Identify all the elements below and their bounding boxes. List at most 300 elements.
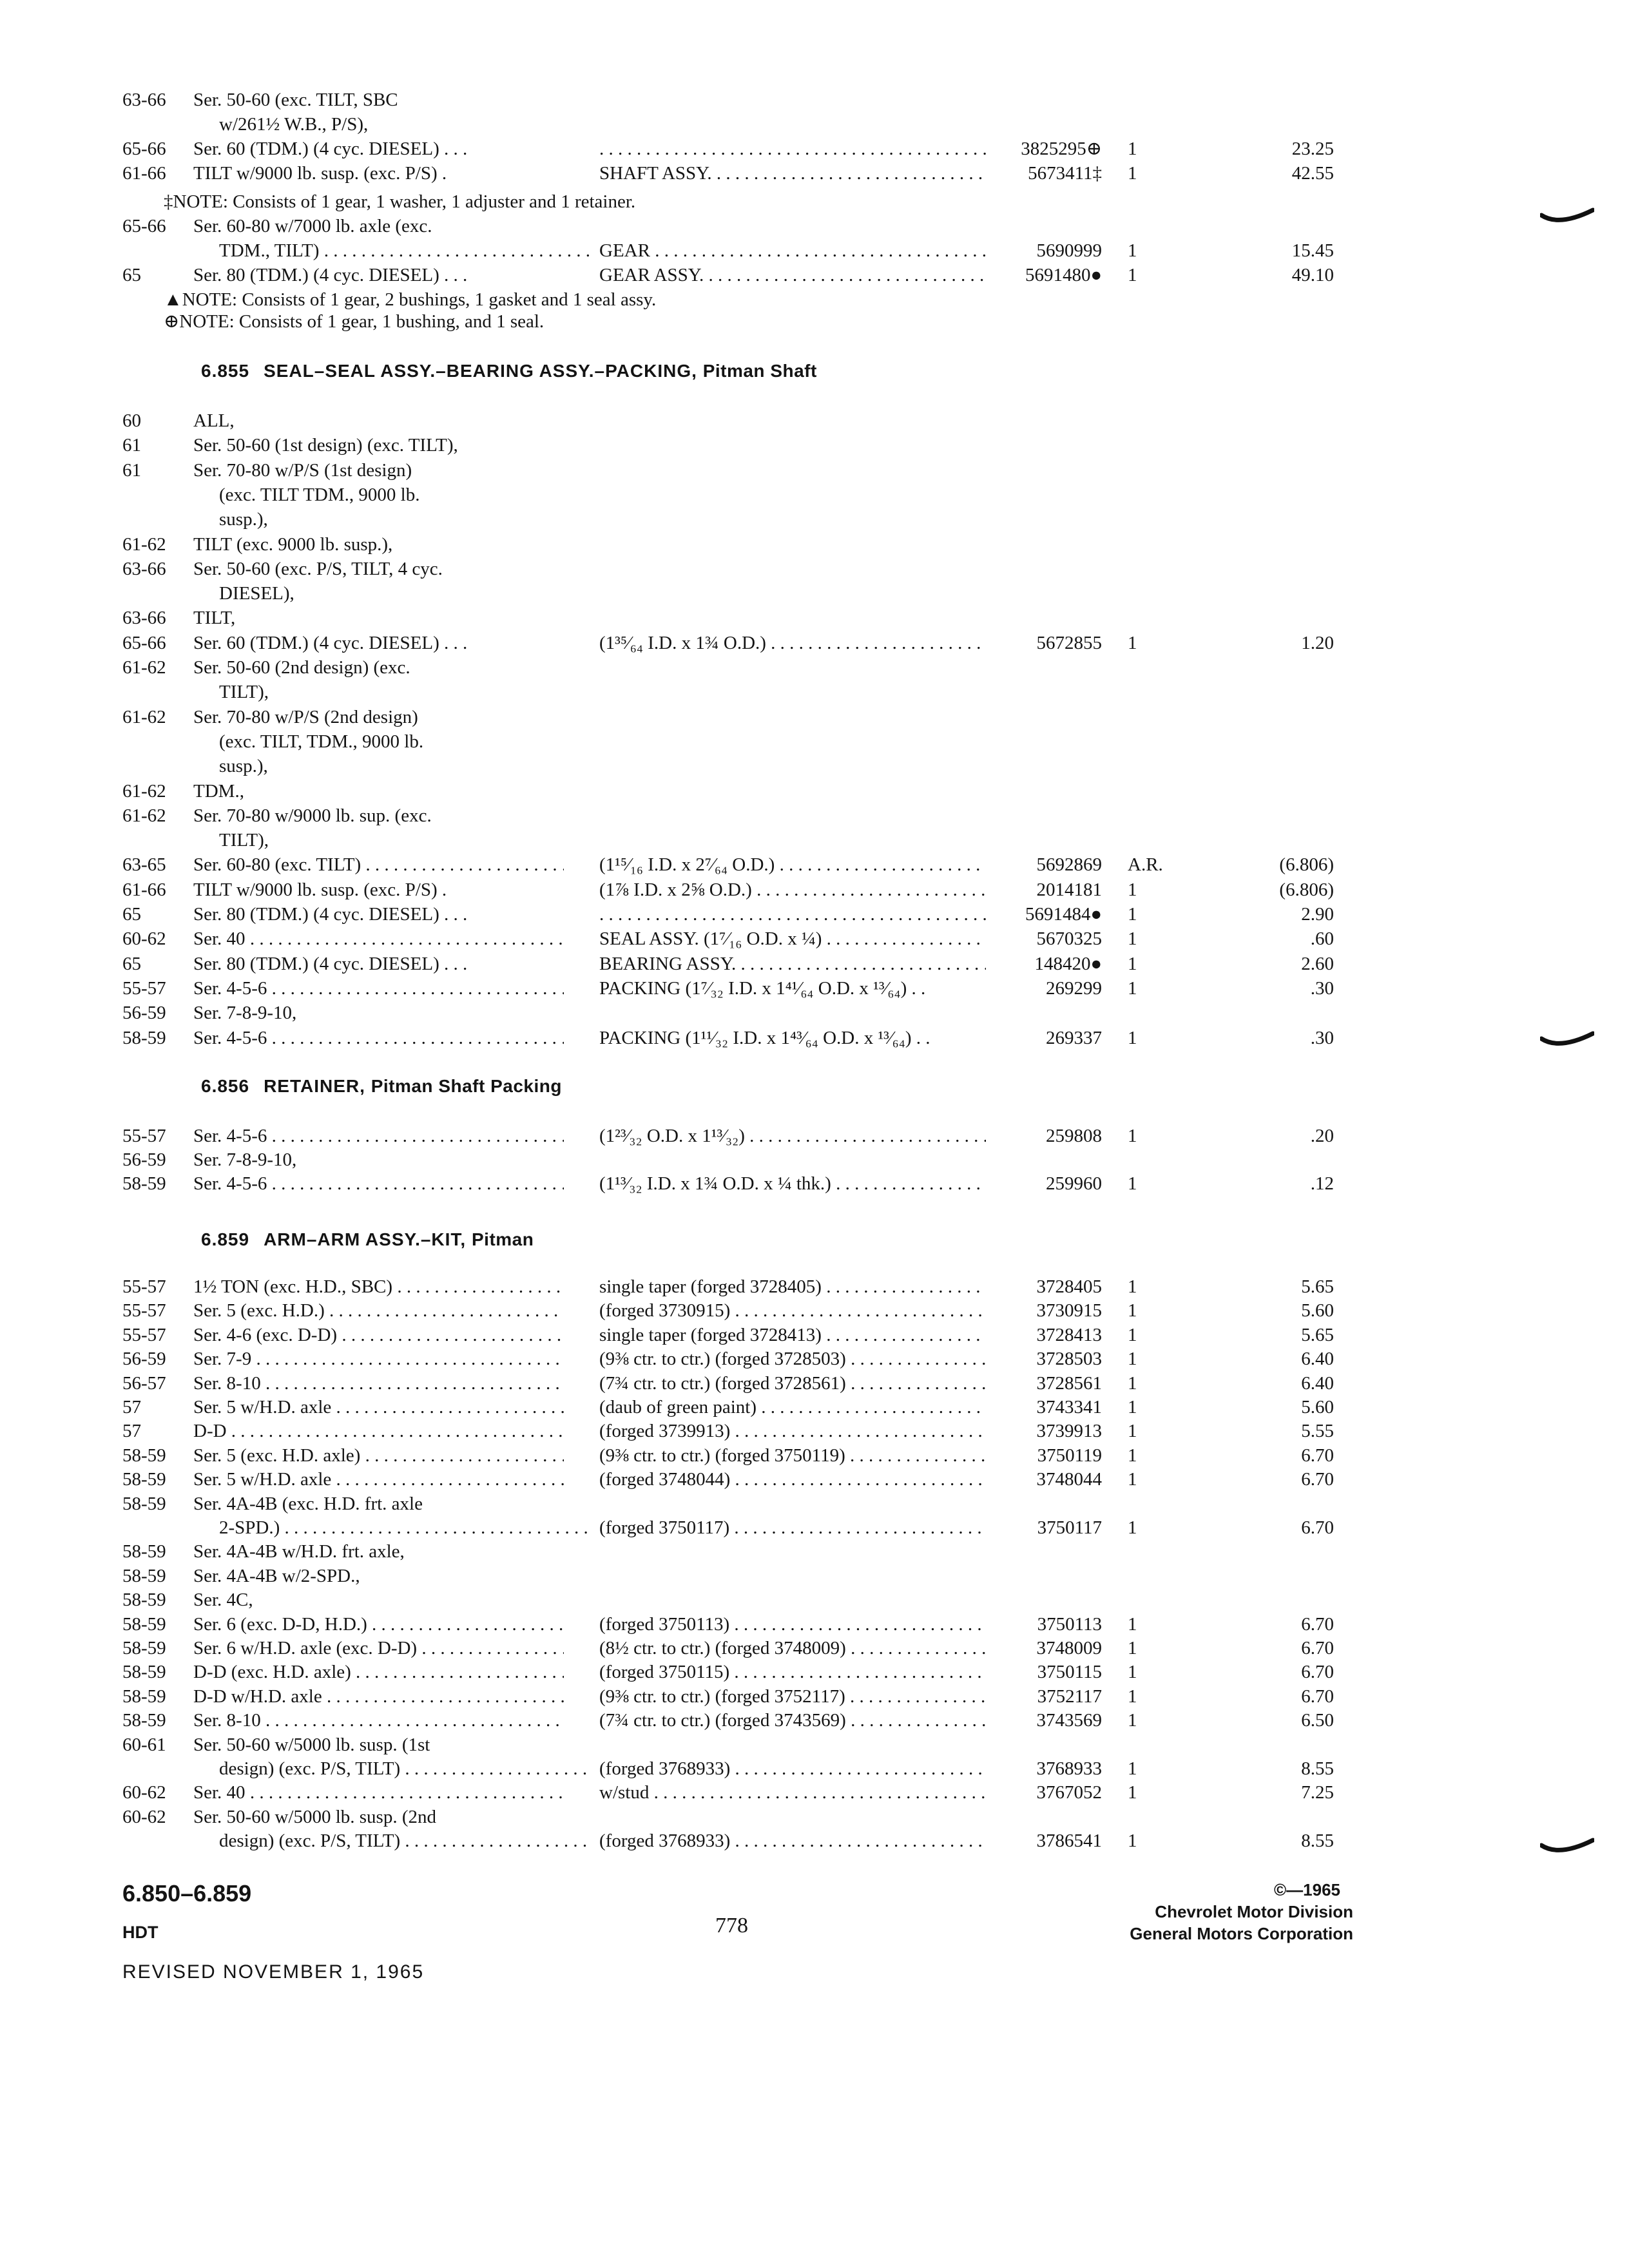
note-shaft-assy: ‡NOTE: Consists of 1 gear, 1 washer, 1 adjuster and 1 retainer. bbox=[164, 191, 636, 212]
table-row bbox=[122, 927, 1347, 951]
year-cell: 63-66 bbox=[122, 90, 166, 110]
application-cell: Ser. 4-5-6 . . . bbox=[193, 1124, 564, 1148]
part-number-cell: 3730915 bbox=[1036, 1300, 1102, 1321]
application-cell: design) (exc. P/S, TILT) . . . bbox=[219, 1829, 590, 1853]
application-cell: 2-SPD.) . . . bbox=[219, 1515, 590, 1540]
price-cell: 5.55 bbox=[1301, 1421, 1334, 1442]
table-row bbox=[122, 878, 1347, 902]
table-row bbox=[122, 1829, 1347, 1853]
table-row bbox=[122, 1419, 1347, 1443]
part-number-cell: 3750115 bbox=[1037, 1662, 1102, 1683]
application-cell: Ser. 6 (exc. D-D, H.D.) . . . bbox=[193, 1612, 564, 1637]
description-cell: BEARING ASSY. . . . bbox=[599, 952, 986, 976]
quantity-cell: 1 bbox=[1128, 240, 1137, 261]
table-row bbox=[122, 606, 1347, 630]
year-cell: 58-59 bbox=[122, 1027, 166, 1048]
year-cell: 57 bbox=[122, 1421, 141, 1442]
application-cell: Ser. 40 . . . bbox=[193, 1780, 564, 1805]
year-cell: 63-65 bbox=[122, 854, 166, 876]
year-cell: 61-62 bbox=[122, 780, 166, 802]
application-cell: Ser. 80 (TDM.) (4 cyc. DIESEL) . . . bbox=[193, 265, 468, 285]
section-number: 6.855 bbox=[201, 361, 250, 381]
description-cell: single taper (forged 3728413) . . . bbox=[599, 1323, 986, 1347]
table-row bbox=[122, 1467, 1347, 1492]
description-cell: (7¾ ctr. to ctr.) (forged 3728561) . . . bbox=[599, 1371, 986, 1396]
price-cell: 6.70 bbox=[1301, 1445, 1334, 1466]
part-number-cell: 3728561 bbox=[1036, 1372, 1102, 1394]
price-cell: 2.90 bbox=[1301, 904, 1334, 925]
table-row bbox=[122, 161, 1347, 186]
part-number-cell: 5670325 bbox=[1036, 928, 1102, 950]
price-cell: 6.70 bbox=[1301, 1662, 1334, 1683]
application-cell: Ser. 4A-4B (exc. H.D. frt. axle bbox=[193, 1493, 423, 1514]
table-row bbox=[122, 458, 1347, 483]
application-cell: w/261½ W.B., P/S), bbox=[219, 114, 369, 135]
description-cell: (forged 3739913) . . . bbox=[599, 1419, 986, 1443]
price-cell: 23.25 bbox=[1291, 139, 1334, 159]
description-cell: (forged 3748044) . . . bbox=[599, 1467, 986, 1492]
price-cell: 2.60 bbox=[1301, 953, 1334, 974]
year-cell: 55-57 bbox=[122, 1276, 166, 1297]
part-number-cell: 3748044 bbox=[1036, 1469, 1102, 1490]
application-cell: TDM., bbox=[193, 780, 244, 802]
price-cell: 5.60 bbox=[1301, 1397, 1334, 1418]
quantity-cell: 1 bbox=[1128, 139, 1137, 159]
table-row bbox=[122, 1588, 1347, 1612]
description-cell: (9⅜ ctr. to ctr.) (forged 3728503) . . . bbox=[599, 1347, 986, 1371]
part-number-cell: 5690999 bbox=[1036, 240, 1102, 261]
section-number: 6.856 bbox=[201, 1076, 250, 1096]
description-cell: (forged 3730915) . . . bbox=[599, 1298, 986, 1323]
table-row bbox=[122, 779, 1347, 803]
table-row bbox=[122, 1660, 1347, 1684]
part-number-cell: 3748009 bbox=[1036, 1638, 1102, 1658]
year-cell: 65 bbox=[122, 953, 141, 974]
price-cell: 5.65 bbox=[1301, 1324, 1334, 1345]
year-cell: 58-59 bbox=[122, 1469, 166, 1490]
description-cell bbox=[599, 902, 986, 927]
table-row bbox=[122, 1323, 1347, 1347]
section-subtitle: Pitman Shaft Packing bbox=[371, 1076, 562, 1096]
application-cell: Ser. 5 w/H.D. axle . . . bbox=[193, 1395, 564, 1419]
application-cell: Ser. 40 . . . bbox=[193, 927, 564, 951]
quantity-cell: 1 bbox=[1128, 1758, 1137, 1779]
table-row bbox=[122, 852, 1347, 877]
price-cell: 6.70 bbox=[1301, 1638, 1334, 1658]
quantity-cell: 1 bbox=[1128, 977, 1137, 999]
year-cell: 56-59 bbox=[122, 1003, 166, 1024]
table-row bbox=[122, 828, 1347, 852]
margin-tick-mark bbox=[1540, 1838, 1594, 1856]
table-row bbox=[122, 483, 1347, 507]
part-number-cell: 3728413 bbox=[1036, 1324, 1102, 1345]
section-title: SEAL–SEAL ASSY.–BEARING ASSY.–PACKING, bbox=[264, 361, 697, 381]
price-cell: 15.45 bbox=[1291, 240, 1334, 261]
description-cell: w/stud . . . bbox=[599, 1780, 986, 1805]
table-row bbox=[122, 1636, 1347, 1660]
year-cell: 65 bbox=[122, 904, 141, 925]
year-cell: 58-59 bbox=[122, 1686, 166, 1707]
price-cell: 6.40 bbox=[1301, 1349, 1334, 1370]
year-cell: 58-59 bbox=[122, 1710, 166, 1731]
table-row bbox=[122, 1612, 1347, 1637]
description-cell: GEAR ASSY. . . . bbox=[599, 263, 986, 287]
description-cell: (9⅜ ctr. to ctr.) (forged 3752117) . . . bbox=[599, 1684, 986, 1709]
application-cell: Ser. 50-60 w/5000 lb. susp. (2nd bbox=[193, 1806, 436, 1827]
quantity-cell: 1 bbox=[1128, 1126, 1137, 1146]
quantity-cell: 1 bbox=[1128, 1372, 1137, 1394]
year-cell: 55-57 bbox=[122, 1300, 166, 1321]
year-cell: 65-66 bbox=[122, 216, 166, 236]
application-cell: Ser. 60 (TDM.) (4 cyc. DIESEL) . . . bbox=[193, 632, 468, 653]
description-cell: PACKING (1¹¹⁄₃₂ I.D. x 1⁴³⁄₆₄ O.D. x ¹³⁄₆₄) . . bbox=[599, 1027, 930, 1048]
table-row bbox=[122, 433, 1347, 457]
part-number-cell: 5672855 bbox=[1036, 632, 1102, 653]
application-cell: susp.), bbox=[219, 756, 268, 777]
section-subtitle: Pitman Shaft bbox=[702, 361, 817, 381]
application-cell: Ser. 50-60 (exc. TILT, SBC bbox=[193, 90, 398, 110]
description-cell: (forged 3768933) . . . bbox=[599, 1756, 986, 1781]
quantity-cell: 1 bbox=[1128, 1397, 1137, 1418]
footer-section-range: 6.850–6.859 bbox=[122, 1880, 252, 1907]
footer-revised: REVISED NOVEMBER 1, 1965 bbox=[122, 1961, 425, 1983]
table-row bbox=[122, 902, 1347, 927]
application-cell: Ser. 5 (exc. H.D.) . . . bbox=[193, 1298, 564, 1323]
year-cell: 58-59 bbox=[122, 1662, 166, 1683]
table-row bbox=[122, 1148, 1347, 1172]
table-row bbox=[122, 1443, 1347, 1468]
quantity-cell: 1 bbox=[1128, 1445, 1137, 1466]
year-cell: 58-59 bbox=[122, 1590, 166, 1611]
year-cell: 55-57 bbox=[122, 977, 166, 999]
year-cell: 56-57 bbox=[122, 1372, 166, 1394]
application-cell: Ser. 60 (TDM.) (4 cyc. DIESEL) . . . bbox=[193, 139, 468, 159]
application-cell: Ser. 50-60 (2nd design) (exc. bbox=[193, 657, 410, 678]
application-cell: Ser. 8-10 . . . bbox=[193, 1708, 564, 1733]
description-cell: (1¹⁵⁄₁₆ I.D. x 2⁷⁄₆₄ O.D.) . . . bbox=[599, 852, 986, 877]
application-cell: Ser. 6 w/H.D. axle (exc. D-D) . . . bbox=[193, 1636, 564, 1660]
price-cell: 6.70 bbox=[1301, 1469, 1334, 1490]
year-cell: 60-62 bbox=[122, 1782, 166, 1803]
table-row bbox=[122, 1171, 1347, 1196]
part-number-cell: 3768933 bbox=[1036, 1758, 1102, 1779]
part-number-cell: 269337 bbox=[1046, 1027, 1102, 1048]
price-cell: 6.70 bbox=[1301, 1517, 1334, 1538]
application-cell: TDM., TILT) . . . bbox=[219, 238, 590, 263]
section-header-6856 bbox=[201, 1076, 562, 1097]
table-row bbox=[122, 1347, 1347, 1371]
section-number: 6.859 bbox=[201, 1229, 250, 1249]
year-cell: 58-59 bbox=[122, 1613, 166, 1635]
description-cell: (7¾ ctr. to ctr.) (forged 3743569) . . . bbox=[599, 1708, 986, 1733]
table-row bbox=[122, 263, 1347, 287]
part-number-cell: 2014181 bbox=[1036, 879, 1102, 900]
application-cell: Ser. 50-60 (exc. P/S, TILT, 4 cyc. bbox=[193, 558, 443, 579]
description-cell: SEAL ASSY. (1⁷⁄₁₆ O.D. x ¼) . . . bbox=[599, 927, 986, 951]
description-cell: GEAR . . . bbox=[599, 238, 986, 263]
part-number-cell: 3739913 bbox=[1036, 1421, 1102, 1442]
table-row bbox=[122, 1274, 1347, 1299]
application-cell: TILT), bbox=[219, 830, 269, 851]
table-row bbox=[122, 1733, 1347, 1757]
quantity-cell: 1 bbox=[1128, 928, 1137, 950]
quantity-cell: 1 bbox=[1128, 1662, 1137, 1683]
application-cell: Ser. 4-5-6 . . . bbox=[193, 1171, 564, 1196]
year-cell: 55-57 bbox=[122, 1324, 166, 1345]
year-cell: 60 bbox=[122, 410, 141, 431]
year-cell: 60-62 bbox=[122, 928, 166, 950]
quantity-cell: 1 bbox=[1128, 1613, 1137, 1635]
description-cell: single taper (forged 3728405) . . . bbox=[599, 1274, 986, 1299]
application-cell: Ser. 4-5-6 . . . bbox=[193, 1026, 564, 1050]
application-cell: Ser. 5 (exc. H.D. axle) . . . bbox=[193, 1443, 564, 1468]
quantity-cell: 1 bbox=[1128, 1421, 1137, 1442]
section-header-6859 bbox=[201, 1229, 534, 1250]
part-number-cell: 148420● bbox=[1034, 953, 1102, 974]
margin-tick-mark bbox=[1540, 1031, 1594, 1049]
note-gear-assy: ▲NOTE: Consists of 1 gear, 2 bushings, 1 gasket and 1 seal assy. bbox=[164, 289, 657, 310]
price-cell: 5.65 bbox=[1301, 1276, 1334, 1297]
description-cell: (1⅞ I.D. x 2⅝ O.D.) . . . bbox=[599, 878, 986, 902]
year-cell: 60-61 bbox=[122, 1734, 166, 1755]
quantity-cell: 1 bbox=[1128, 632, 1137, 653]
year-cell: 56-59 bbox=[122, 1149, 166, 1170]
application-cell: Ser. 60-80 w/7000 lb. axle (exc. bbox=[193, 216, 432, 236]
table-row bbox=[122, 1539, 1347, 1564]
application-cell: Ser. 4A-4B w/2-SPD., bbox=[193, 1565, 360, 1586]
year-cell: 58-59 bbox=[122, 1493, 166, 1514]
quantity-cell: 1 bbox=[1128, 1782, 1137, 1803]
part-number-cell: 5673411‡ bbox=[1028, 163, 1102, 184]
part-number-cell: 3743341 bbox=[1036, 1397, 1102, 1418]
table-row bbox=[122, 557, 1347, 581]
table-row bbox=[122, 507, 1347, 532]
application-cell: ALL, bbox=[193, 410, 235, 431]
table-row bbox=[122, 1780, 1347, 1805]
quantity-cell: 1 bbox=[1128, 1831, 1137, 1852]
table-row bbox=[122, 729, 1347, 754]
year-cell: 65-66 bbox=[122, 632, 166, 653]
part-number-cell: 5692869 bbox=[1036, 854, 1102, 876]
table-row bbox=[122, 581, 1347, 606]
part-number-cell: 3750113 bbox=[1037, 1613, 1102, 1635]
year-cell: 58-59 bbox=[122, 1541, 166, 1562]
quantity-cell: 1 bbox=[1128, 1027, 1137, 1048]
quantity-cell: 1 bbox=[1128, 1638, 1137, 1658]
part-number-cell: 3825295⊕ bbox=[1021, 139, 1102, 159]
footer-series: HDT bbox=[122, 1923, 159, 1942]
table-row bbox=[122, 1708, 1347, 1733]
price-cell: (6.806) bbox=[1279, 879, 1334, 900]
application-cell: TILT), bbox=[219, 682, 269, 703]
quantity-cell: 1 bbox=[1128, 1276, 1137, 1297]
table-row bbox=[122, 976, 1347, 1001]
price-cell: 1.20 bbox=[1301, 632, 1334, 653]
description-cell: (1²³⁄₃₂ O.D. x 1¹³⁄₃₂) . . . bbox=[599, 1124, 986, 1148]
note-gear: ⊕NOTE: Consists of 1 gear, 1 bushing, and 1 seal. bbox=[164, 311, 545, 332]
price-cell: 8.55 bbox=[1301, 1758, 1334, 1779]
part-number-cell: 3752117 bbox=[1037, 1686, 1102, 1707]
price-cell: 49.10 bbox=[1291, 265, 1334, 285]
quantity-cell: 1 bbox=[1128, 1324, 1137, 1345]
part-number-cell: 5691480● bbox=[1025, 265, 1102, 285]
section-header-6855 bbox=[201, 361, 817, 381]
section-title: RETAINER, bbox=[264, 1076, 365, 1096]
section-title: ARM–ARM ASSY.–KIT, bbox=[264, 1229, 467, 1249]
quantity-cell: 1 bbox=[1128, 1469, 1137, 1490]
application-cell: Ser. 80 (TDM.) (4 cyc. DIESEL) . . . bbox=[193, 953, 468, 974]
price-cell: 42.55 bbox=[1291, 163, 1334, 184]
year-cell: 61 bbox=[122, 459, 141, 481]
description-cell: (1³⁵⁄₆₄ I.D. x 1¾ O.D.) . . . bbox=[599, 631, 986, 655]
price-cell: .60 bbox=[1310, 928, 1334, 950]
description-cell: (1¹³⁄₃₂ I.D. x 1¾ O.D. x ¼ thk.) . . . bbox=[599, 1171, 986, 1196]
part-number-cell: 3728503 bbox=[1036, 1349, 1102, 1370]
table-row bbox=[122, 754, 1347, 778]
footer-corporation: General Motors Corporation bbox=[1130, 1924, 1353, 1943]
application-cell: TILT w/9000 lb. susp. (exc. P/S) . bbox=[193, 163, 447, 184]
application-cell: Ser. 4C, bbox=[193, 1590, 253, 1611]
margin-tick-mark bbox=[1540, 207, 1594, 226]
table-row bbox=[122, 1492, 1347, 1516]
application-cell: susp.), bbox=[219, 509, 268, 530]
application-cell: Ser. 50-60 (1st design) (exc. TILT), bbox=[193, 435, 458, 456]
price-cell: 8.55 bbox=[1301, 1831, 1334, 1852]
application-cell: TILT, bbox=[193, 608, 236, 629]
application-cell: Ser. 4A-4B w/H.D. frt. axle, bbox=[193, 1541, 405, 1562]
year-cell: 58-59 bbox=[122, 1445, 166, 1466]
application-cell: D-D (exc. H.D. axle) . . . bbox=[193, 1660, 564, 1684]
footer-division: Chevrolet Motor Division bbox=[1155, 1902, 1353, 1921]
table-row bbox=[122, 1395, 1347, 1419]
application-cell: Ser. 60-80 (exc. TILT) . . . bbox=[193, 852, 564, 877]
part-number-cell: 3728405 bbox=[1036, 1276, 1102, 1297]
price-cell: .20 bbox=[1310, 1126, 1334, 1146]
application-cell: Ser. 70-80 w/P/S (1st design) bbox=[193, 459, 412, 481]
part-number-cell: 3767052 bbox=[1036, 1782, 1102, 1803]
application-cell: DIESEL), bbox=[219, 583, 294, 604]
description-cell bbox=[599, 137, 986, 161]
table-row bbox=[122, 1756, 1347, 1781]
price-cell: 7.25 bbox=[1301, 1782, 1334, 1803]
year-cell: 61-62 bbox=[122, 657, 166, 678]
table-row bbox=[122, 1001, 1347, 1025]
application-cell: D-D . . . bbox=[193, 1419, 564, 1443]
application-cell: TILT (exc. 9000 lb. susp.), bbox=[193, 533, 393, 555]
table-row bbox=[122, 1805, 1347, 1829]
table-row bbox=[122, 532, 1347, 557]
quantity-cell: 1 bbox=[1128, 163, 1137, 184]
description-cell: (8½ ctr. to ctr.) (forged 3748009) . . . bbox=[599, 1636, 986, 1660]
footer-copyright: ©—1965 bbox=[1274, 1880, 1340, 1899]
application-cell: TILT w/9000 lb. susp. (exc. P/S) . bbox=[193, 879, 447, 900]
application-cell: Ser. 4-6 (exc. D-D) . . . bbox=[193, 1323, 564, 1347]
application-cell: Ser. 50-60 w/5000 lb. susp. (1st bbox=[193, 1734, 430, 1755]
application-cell: Ser. 8-10 . . . bbox=[193, 1371, 564, 1396]
table-row bbox=[122, 705, 1347, 729]
part-number-cell: 259808 bbox=[1046, 1126, 1102, 1146]
price-cell: 6.70 bbox=[1301, 1686, 1334, 1707]
year-cell: 65-66 bbox=[122, 139, 166, 159]
description-cell: SHAFT ASSY. . . . bbox=[599, 161, 986, 186]
price-cell: 6.70 bbox=[1301, 1613, 1334, 1635]
year-cell: 61-62 bbox=[122, 533, 166, 555]
application-cell: (exc. TILT TDM., 9000 lb. bbox=[219, 484, 420, 505]
table-row bbox=[122, 238, 1347, 263]
quantity-cell: A.R. bbox=[1128, 854, 1163, 876]
table-row bbox=[122, 408, 1347, 433]
price-cell: 6.50 bbox=[1301, 1710, 1334, 1731]
application-cell: 1½ TON (exc. H.D., SBC) . . . bbox=[193, 1274, 564, 1299]
table-row bbox=[122, 655, 1347, 680]
quantity-cell: 1 bbox=[1128, 879, 1137, 900]
year-cell: 58-59 bbox=[122, 1638, 166, 1658]
application-cell: (exc. TILT, TDM., 9000 lb. bbox=[219, 731, 424, 752]
year-cell: 65 bbox=[122, 265, 141, 285]
application-cell: Ser. 4-5-6 . . . bbox=[193, 976, 564, 1001]
table-row bbox=[122, 1298, 1347, 1323]
year-cell: 63-66 bbox=[122, 558, 166, 579]
quantity-cell: 1 bbox=[1128, 953, 1137, 974]
application-cell: Ser. 70-80 w/P/S (2nd design) bbox=[193, 706, 418, 727]
table-row bbox=[122, 1026, 1347, 1050]
part-number-cell: 3750119 bbox=[1037, 1445, 1102, 1466]
table-row bbox=[122, 137, 1347, 161]
table-row bbox=[122, 214, 1347, 238]
description-cell: (forged 3750115) . . . bbox=[599, 1660, 986, 1684]
quantity-cell: 1 bbox=[1128, 1300, 1137, 1321]
table-row bbox=[122, 1124, 1347, 1148]
application-cell: Ser. 7-8-9-10, bbox=[193, 1149, 297, 1170]
price-cell: .30 bbox=[1310, 977, 1334, 999]
page-number: 778 bbox=[715, 1914, 748, 1937]
application-cell: design) (exc. P/S, TILT) . . . bbox=[219, 1756, 590, 1781]
table-row bbox=[122, 803, 1347, 828]
year-cell: 61 bbox=[122, 435, 141, 456]
description-cell: (forged 3750113) . . . bbox=[599, 1612, 986, 1637]
application-cell: Ser. 70-80 w/9000 lb. sup. (exc. bbox=[193, 805, 432, 826]
year-cell: 61-66 bbox=[122, 163, 166, 184]
year-cell: 61-62 bbox=[122, 706, 166, 727]
quantity-cell: 1 bbox=[1128, 904, 1137, 925]
table-row bbox=[122, 1371, 1347, 1396]
price-cell: (6.806) bbox=[1279, 854, 1334, 876]
price-cell: 6.40 bbox=[1301, 1372, 1334, 1394]
application-cell: Ser. 7-8-9-10, bbox=[193, 1003, 297, 1024]
year-cell: 55-57 bbox=[122, 1126, 166, 1146]
year-cell: 57 bbox=[122, 1397, 141, 1418]
year-cell: 61-62 bbox=[122, 805, 166, 826]
table-row bbox=[122, 88, 1347, 112]
section-subtitle: Pitman bbox=[471, 1229, 534, 1249]
quantity-cell: 1 bbox=[1128, 1517, 1137, 1538]
year-cell: 56-59 bbox=[122, 1349, 166, 1370]
table-row bbox=[122, 680, 1347, 704]
part-number-cell: 259960 bbox=[1046, 1173, 1102, 1194]
description-cell: PACKING (1⁷⁄₃₂ I.D. x 1⁴¹⁄₆₄ O.D. x ¹³⁄₆₄) . . bbox=[599, 977, 926, 999]
quantity-cell: 1 bbox=[1128, 1710, 1137, 1731]
price-cell: .30 bbox=[1310, 1027, 1334, 1048]
part-number-cell: 3743569 bbox=[1036, 1710, 1102, 1731]
year-cell: 58-59 bbox=[122, 1173, 166, 1194]
part-number-cell: 269299 bbox=[1046, 977, 1102, 999]
year-cell: 58-59 bbox=[122, 1565, 166, 1586]
application-cell: Ser. 5 w/H.D. axle . . . bbox=[193, 1467, 564, 1492]
part-number-cell: 3786541 bbox=[1036, 1831, 1102, 1852]
table-row bbox=[122, 952, 1347, 976]
application-cell: D-D w/H.D. axle . . . bbox=[193, 1684, 564, 1709]
table-row bbox=[122, 1515, 1347, 1540]
